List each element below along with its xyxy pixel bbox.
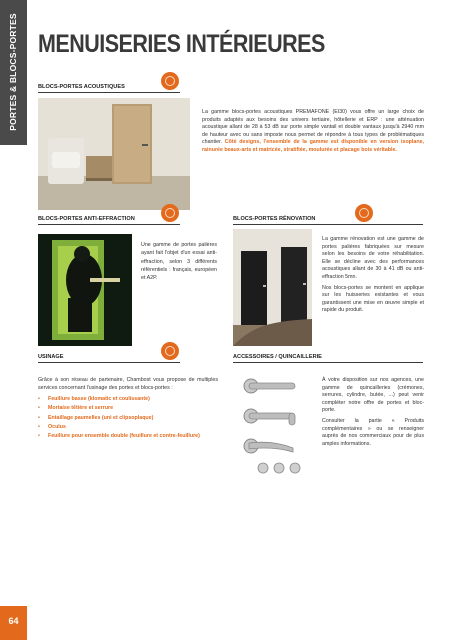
anti-effraction-description: Une gamme de portes palières ayant fait l'objet d'un essai anti-effraction, selon 3 différents référentiels : français, européen et A2P.: [141, 242, 217, 282]
brand-badge-icon: [161, 72, 179, 90]
accessoires-paragraph-1: À votre disposition sur nos agences, une gamme de quincailleries (crémones, serrures, cylindre, butée, ...) peut venir compléter notre offre de portes et bloc-porte.: [322, 377, 424, 414]
door-handles-photo: [233, 370, 311, 476]
acoustiques-description: [202, 109, 424, 155]
section-header-accessoires: [233, 348, 423, 363]
brand-badge-icon: [161, 342, 179, 360]
section-header-usinage: [38, 348, 180, 363]
list-item: • Oculus: [38, 424, 218, 432]
list-item: • Mortaise têtière et serrure: [38, 405, 218, 413]
section-header-renovation: [233, 210, 423, 225]
side-category-label: PORTES & BLOCS-PORTES: [8, 13, 18, 131]
renovation-description: [322, 236, 424, 315]
accessoires-description: [322, 377, 424, 448]
anti-effraction-photo: [38, 234, 132, 346]
section-title: BLOCS-PORTES RÉNOVATION: [233, 216, 316, 222]
acoustiques-text: La gamme blocs-portes acoustiques PREMAFONE (EI30) vous offre un large choix de produits adaptés aux besoins des univers tertiaire, hôtellerie et ERP : une atténuation acoustique allant de 28 à 53 dB sur porte simple vantail et double vantaux jusqu'à 2940 mm de hauteur avec ou sans imposte nous permet de répondre à tous types de problématiques chantier.: [202, 109, 424, 146]
usinage-content: [38, 377, 218, 442]
list-item: • Entaillage paumelles (uni et clipsoplaque): [38, 415, 218, 423]
section-header-acoustiques: [38, 78, 180, 93]
usinage-intro: Grâce à son réseau de partenaire, Chambost vous propose de multiples services concernant l'usinage des portes et blocs-portes :: [38, 377, 218, 391]
acoustiques-highlight: Côté designs, l'ensemble de la gamme est disponible en version isoplane, rainurée beaux-arts et matricée, stratifiée, moulurée et placage bois véritable.: [202, 139, 424, 153]
page-number: 64: [8, 616, 19, 626]
section-title: BLOCS-PORTES ANTI-EFFRACTION: [38, 216, 135, 222]
page-title: MENUISERIES INTÉRIEURES: [38, 30, 325, 58]
section-title: ACCESSOIRES / QUINCAILLERIE: [233, 354, 322, 360]
brand-badge-icon: [355, 204, 373, 222]
page-number-tab: [0, 606, 27, 640]
section-title: USINAGE: [38, 354, 64, 360]
brand-badge-icon: [161, 204, 179, 222]
renovation-paragraph-2: Nos blocs-portes se montent en applique sur les huisseries existantes et vous garantissent une mise en œuvre simple et rapide du produit.: [322, 284, 424, 314]
side-category-tab: [0, 0, 27, 145]
acoustic-door-photo: [38, 98, 190, 210]
usinage-service-list: [38, 396, 218, 440]
section-header-anti-effraction: [38, 210, 180, 225]
list-item: • Feuillure basse (klomatic et coulissante): [38, 396, 218, 404]
list-item: • Feuillure pour ensemble double (feuillure et contre-feuillure): [38, 433, 218, 441]
renovation-paragraph-1: La gamme rénovation est une gamme de portes palières fabriquées sur mesure selon les besoins de votre réhabilitation. Elle se décline avec des performances acoustiques allant de 30 à 41 dB ou anti-effraction 5mn.: [322, 236, 424, 280]
accessoires-paragraph-2: Consulter la partie « Produits complémentaires » ou se renseigner auprès de nos commerciaux pour de plus amples informations.: [322, 417, 424, 447]
renovation-door-photo: [233, 229, 312, 346]
section-title: BLOCS-PORTES ACOUSTIQUES: [38, 84, 125, 90]
